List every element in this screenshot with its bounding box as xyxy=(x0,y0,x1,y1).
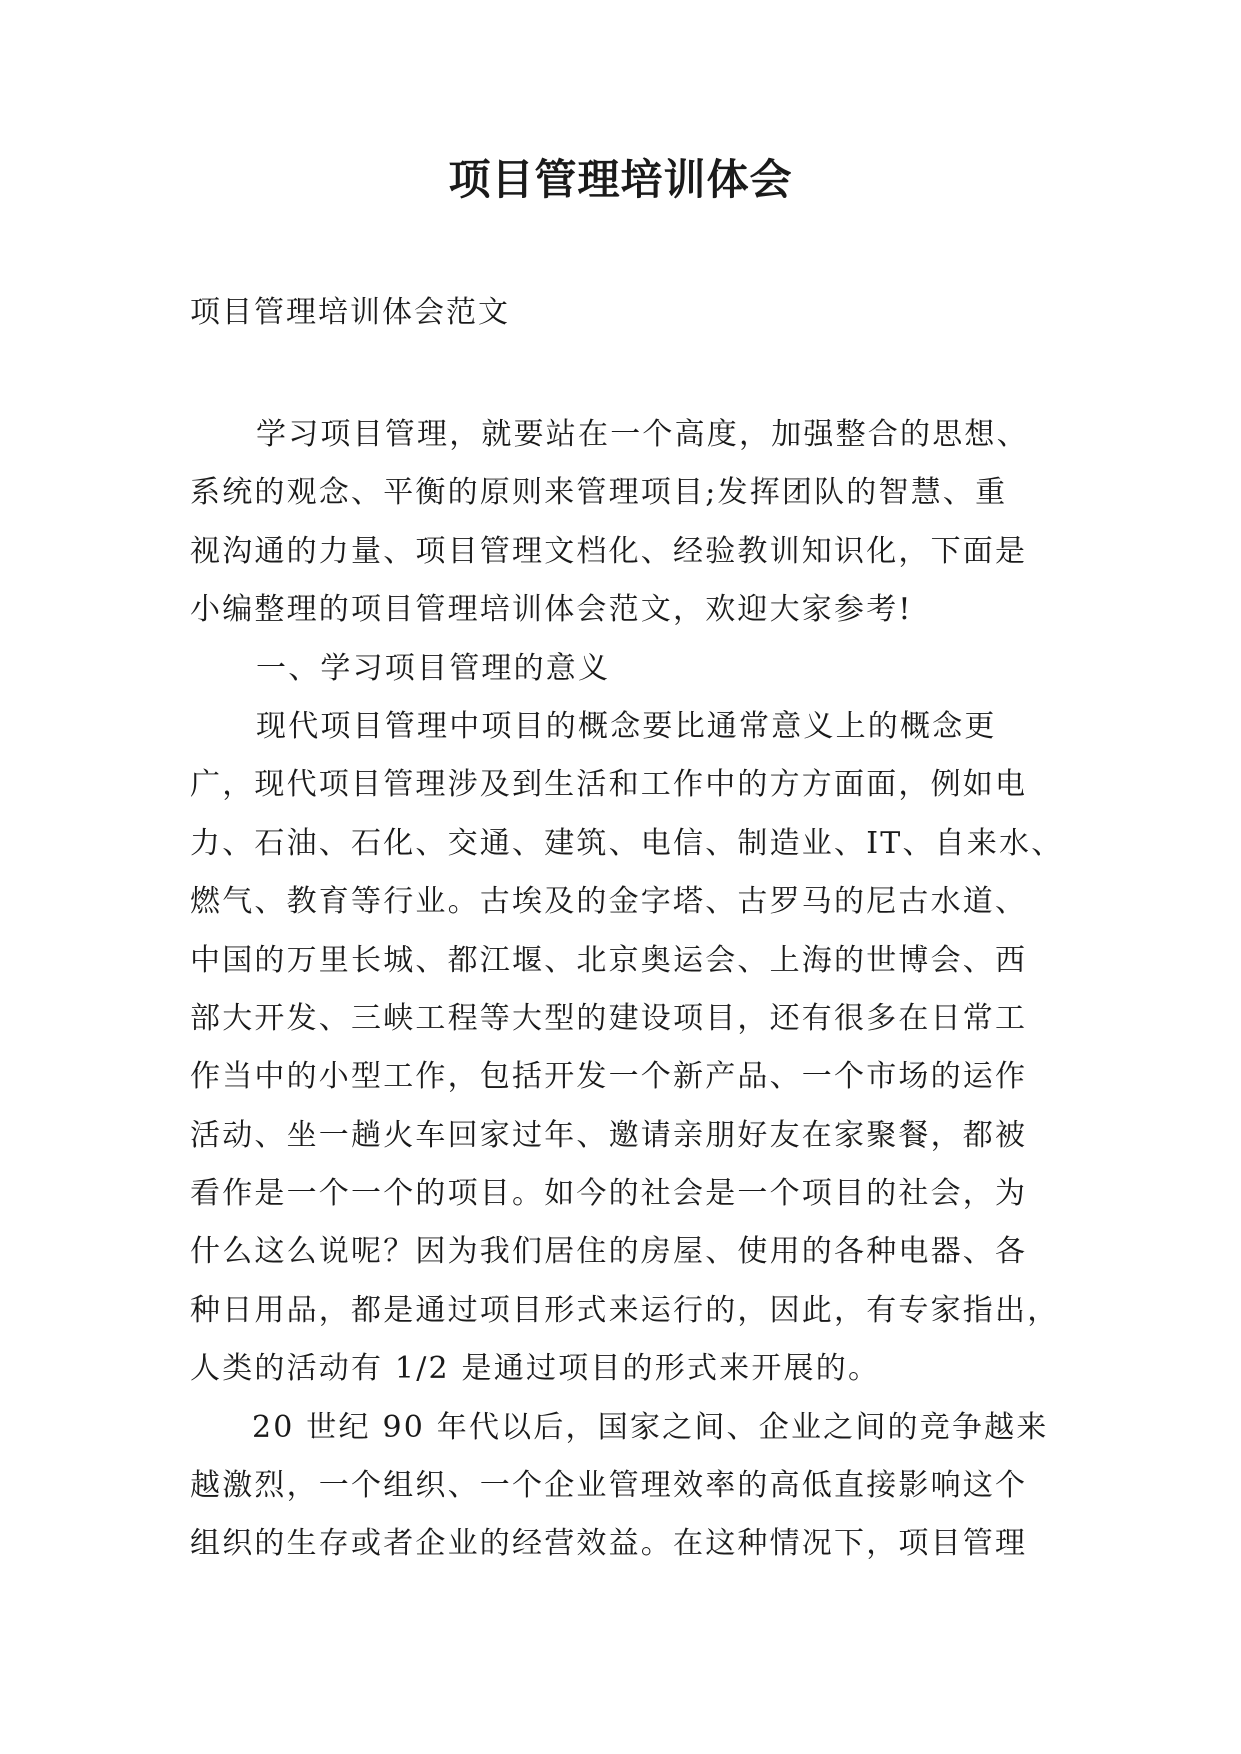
paragraph-line: 人类的活动有 1/2 是通过项目的形式来开展的。 xyxy=(190,1351,881,1387)
document-subtitle: 项目管理培训体会范文 xyxy=(190,295,510,330)
paragraph-line: 什么这么说呢？因为我们居住的房屋、使用的各种电器、各 xyxy=(190,1234,1028,1270)
paragraph-line: 作当中的小型工作，包括开发一个新产品、一个市场的运作 xyxy=(190,1059,1028,1095)
paragraph-line: 种日用品，都是通过项目形式来运行的，因此，有专家指出， xyxy=(190,1292,1060,1328)
paragraph-line: 学习项目管理，就要站在一个高度，加强整合的思想、 xyxy=(256,417,1029,452)
paragraph-line: 系统的观念、平衡的原则来管理项目;发挥团队的智慧、重 xyxy=(190,475,1008,511)
page-title: 项目管理培训体会 xyxy=(448,155,793,204)
paragraph-line: 中国的万里长城、都江堰、北京奥运会、上海的世博会、西 xyxy=(190,942,1028,978)
document-body xyxy=(190,406,1070,1574)
paragraph-line: 组织的生存或者企业的经营效益。在这种情况下，项目管理 xyxy=(190,1526,1028,1562)
paragraph-line: 部大开发、三峡工程等大型的建设项目，还有很多在日常工 xyxy=(190,1000,1028,1036)
paragraph-line: 看作是一个一个的项目。如今的社会是一个项目的社会，为 xyxy=(190,1176,1028,1212)
paragraph-line: 广，现代项目管理涉及到生活和工作中的方方面面，例如电 xyxy=(190,767,1028,803)
paragraph-line: 20 世纪 90 年代以后，国家之间、企业之间的竞争越来 xyxy=(252,1409,1049,1445)
paragraph-line: 燃气、教育等行业。古埃及的金字塔、古罗马的尼古水道、 xyxy=(190,884,1028,920)
paragraph-line: 现代项目管理中项目的概念要比通常意义上的概念更 xyxy=(256,708,997,744)
paragraph-line: 视沟通的力量、项目管理文档化、经验教训知识化，下面是 xyxy=(190,533,1028,569)
paragraph-line: 越激烈，一个组织、一个企业管理效率的高低直接影响这个 xyxy=(190,1468,1028,1504)
paragraph-line: 小编整理的项目管理培训体会范文，欢迎大家参考! xyxy=(190,592,913,628)
section-heading: 一、学习项目管理的意义 xyxy=(256,650,611,686)
paragraph-line: 力、石油、石化、交通、建筑、电信、制造业、IT、自来水、 xyxy=(190,825,1064,861)
paragraph-line: 活动、坐一趟火车回家过年、邀请亲朋好友在家聚餐，都被 xyxy=(190,1117,1028,1153)
